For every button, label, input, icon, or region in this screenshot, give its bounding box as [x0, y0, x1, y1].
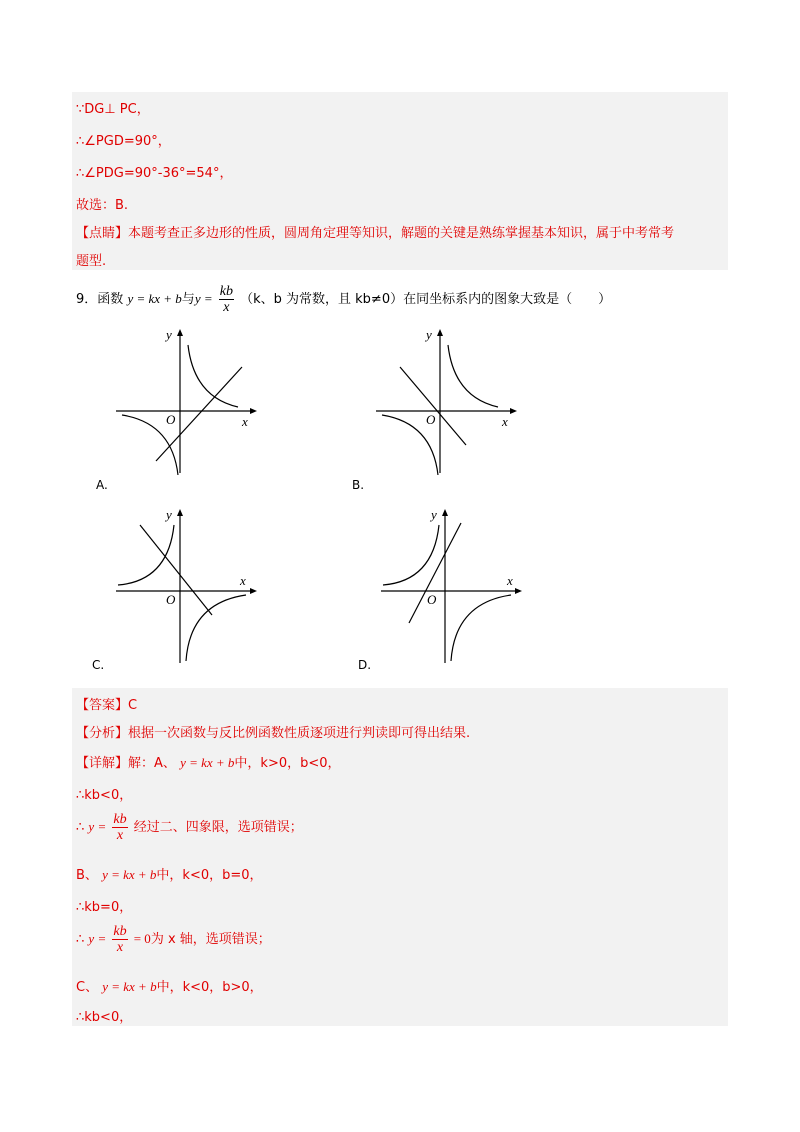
graph-b-line: [400, 367, 466, 445]
prev-line-3: ∴∠PDG=90°-36°=54°，: [76, 166, 233, 181]
option-b-label: B.: [352, 478, 365, 492]
graph-c-line: [140, 525, 212, 615]
answer-value: C: [128, 698, 138, 713]
detail-a-fraction: [112, 812, 127, 843]
detail-a-suffix: 中，k>0，b<0，: [234, 756, 341, 771]
detail-b-kb: ∴kb=0，: [76, 900, 133, 915]
question-formula-linear: y = kx + b: [127, 291, 182, 306]
detail-c-formula: y = kx + b: [102, 979, 157, 994]
detail-c-line: [76, 976, 263, 995]
detail-b-suffix: 中，k<0，b=0，: [156, 868, 263, 883]
graph-c-hyperbola-q4: [186, 595, 246, 661]
question-text-3: （k、b 为常数，且 kb≠0）在同坐标系内的图象大致是（ ）: [240, 292, 612, 307]
graph-d-y-label: y: [431, 507, 437, 522]
graph-b-origin: O: [426, 412, 436, 427]
question-9: [76, 284, 611, 315]
graph-a-x-arrow: [250, 408, 257, 414]
detail-b-fraction-den: x: [116, 940, 124, 955]
graph-b: [370, 325, 520, 475]
graph-b-hyperbola-q1: [448, 345, 498, 407]
graph-a-y-label: y: [166, 327, 172, 342]
prev-solution-block: [72, 92, 728, 270]
question-text-2: 与: [181, 292, 195, 307]
graph-a-y-arrow: [177, 329, 183, 336]
detail-tag: 【详解】: [76, 756, 129, 771]
graph-c-hyperbola-q2: [118, 525, 174, 585]
prev-line-4: 故选：B.: [76, 198, 129, 213]
graph-c-x-arrow: [250, 588, 257, 594]
prev-line-1: ∵DG⊥ PC，: [76, 102, 150, 117]
graph-a-x-label: x: [242, 414, 248, 429]
detail-a-fraction-den: x: [116, 828, 124, 843]
graph-b-x-label: x: [502, 414, 508, 429]
graph-d-hyperbola-q4: [451, 595, 511, 661]
graph-b-y-label: y: [426, 327, 432, 342]
question-y-eq: y =: [194, 291, 213, 306]
detail-c-prefix: C、: [76, 980, 99, 995]
detail-a-conclusion-text: 经过二、四象限，选项错误；: [133, 820, 303, 835]
analysis-line: [76, 722, 470, 741]
detail-c-kb: ∴kb<0，: [76, 1010, 133, 1025]
detail-a-fraction-num: kb: [113, 812, 127, 827]
detail-b-conclusion: [76, 924, 271, 955]
detail-c-suffix: 中，k<0，b>0，: [156, 980, 263, 995]
graph-c-origin: O: [166, 592, 176, 607]
comment-line-2: 题型.: [76, 254, 107, 269]
answer-line: [76, 694, 137, 713]
graph-d: [375, 505, 525, 665]
question-fraction: [219, 284, 234, 315]
detail-a-conclusion: [76, 812, 303, 843]
detail-b-prefix: B、: [76, 868, 98, 883]
option-c-label: C.: [92, 658, 105, 672]
analysis-text: 根据一次函数与反比例函数性质逐项进行判读即可得出结果.: [128, 726, 471, 741]
graph-c-y-label: y: [166, 507, 172, 522]
fraction-numerator: kb: [219, 284, 233, 299]
graph-d-hyperbola-q2: [383, 525, 439, 585]
detail-a-y-eq: y =: [88, 819, 107, 834]
detail-a-prefix: 解：A、: [128, 756, 176, 771]
detail-b-eq-zero: = 0: [133, 931, 151, 946]
detail-b-fraction: [112, 924, 127, 955]
graph-d-origin: O: [427, 592, 437, 607]
detail-a-kb: ∴kb<0，: [76, 788, 133, 803]
comment-tag: 【点睛】: [76, 226, 129, 241]
graph-b-x-arrow: [510, 408, 517, 414]
detail-b-conclusion-text: 为 x 轴，选项错误；: [150, 932, 271, 947]
detail-b-formula: y = kx + b: [102, 867, 157, 882]
graph-d-x-label: x: [507, 573, 513, 588]
detail-a-therefore: ∴: [76, 820, 85, 835]
graph-c: [110, 505, 260, 665]
comment-text-1: 本题考查正多边形的性质，圆周角定理等知识，解题的关键是熟练掌握基本知识，属于中考常考: [128, 226, 675, 241]
prev-line-2: ∴∠PGD=90°，: [76, 134, 171, 149]
comment-line-1: [76, 222, 674, 241]
graph-a-hyperbola-q1: [188, 345, 238, 407]
detail-b-line: [76, 864, 263, 883]
graph-b-y-arrow: [437, 329, 443, 336]
analysis-tag: 【分析】: [76, 726, 129, 741]
question-text-1: 函数: [97, 292, 124, 307]
question-number: 9．: [76, 292, 98, 307]
graph-c-x-label: x: [240, 573, 246, 588]
graph-c-y-arrow: [177, 509, 183, 516]
graph-d-x-arrow: [515, 588, 522, 594]
answer-tag: 【答案】: [76, 698, 129, 713]
detail-b-fraction-num: kb: [113, 924, 127, 939]
detail-b-therefore: ∴: [76, 932, 85, 947]
fraction-denominator: x: [223, 300, 230, 315]
option-a-label: A.: [96, 478, 108, 492]
option-d-label: D.: [358, 658, 372, 672]
detail-a-formula: y = kx + b: [180, 755, 235, 770]
detail-a-line: [76, 752, 341, 771]
detail-b-y-eq: y =: [88, 931, 107, 946]
graph-d-y-arrow: [442, 509, 448, 516]
graph-a-origin: O: [166, 412, 176, 427]
graph-a: [110, 325, 260, 475]
